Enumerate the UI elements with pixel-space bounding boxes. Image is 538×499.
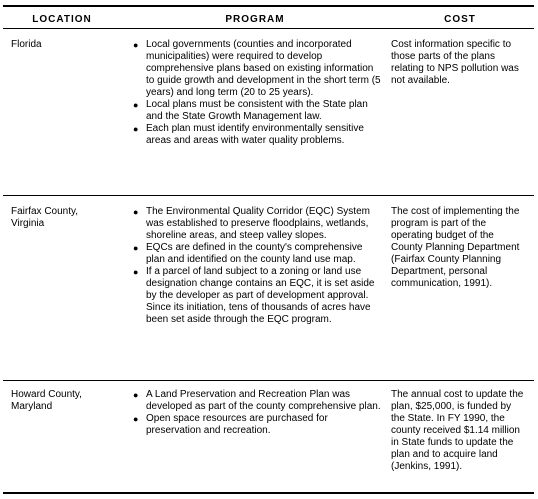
program-item-text: The Environmental Quality Corridor (EQC) System was established to preserve floodplains, wetlands, shoreline areas, and steep valley slopes.: [146, 206, 370, 241]
location-cell: Florida: [11, 39, 42, 50]
program-item-text: If a parcel of land subject to a zoning or land use designation change contains an EQC, it is set aside by the developer as part of development approval. Since its initiation, tens of thousands of acres have been set aside through the EQC program.: [146, 266, 375, 325]
table-bottom-rule: [3, 492, 534, 494]
program-item: [133, 389, 381, 413]
cost-cell: The annual cost to update the plan, $25,000, is funded by the State. In FY 1990, the county received $1.14 million in State funds to update the plan and to acquire land (Jenkins, 1991).: [391, 389, 524, 472]
program-item: [133, 39, 381, 99]
header-location: LOCATION: [32, 14, 92, 25]
program-item-text: EQCs are defined in the county's comprehensive plan and identified on the county land use map.: [146, 242, 363, 265]
program-item: [133, 206, 381, 242]
program-cell: [133, 206, 381, 326]
bullet-icon: ●: [133, 40, 139, 50]
program-cell: [133, 39, 381, 147]
program-item: [133, 99, 381, 123]
bullet-icon: ●: [133, 390, 139, 400]
program-item: [133, 266, 381, 326]
program-item-text: Local plans must be consistent with the State plan and the State Growth Management law.: [146, 99, 368, 122]
cost-cell: Cost information specific to those parts of the plans relating to NPS pollution was not available.: [391, 39, 519, 86]
row-divider: [3, 195, 534, 196]
bullet-icon: ●: [133, 100, 139, 110]
program-item-text: A Land Preservation and Recreation Plan was developed as part of the county comprehensive plan.: [146, 389, 381, 412]
header-rule: [3, 28, 534, 29]
program-item: [133, 413, 381, 437]
location-cell: Howard County, Maryland: [11, 389, 82, 412]
program-item: [133, 242, 381, 266]
program-cell: [133, 389, 381, 437]
header-cost: COST: [444, 14, 476, 25]
header-program: PROGRAM: [225, 14, 285, 25]
program-item-text: Local governments (counties and incorporated municipalities) were required to develop comprehensive plans based on existing information to guide growth and development in the short term (5 years) and long term (20 to 25 years).: [146, 39, 381, 98]
bullet-icon: ●: [133, 414, 139, 424]
bullet-icon: ●: [133, 124, 139, 134]
bullet-icon: ●: [133, 243, 139, 253]
bullet-icon: ●: [133, 267, 139, 277]
row-divider: [3, 380, 534, 381]
program-item-text: Each plan must identify environmentally sensitive areas and areas with water quality problems.: [146, 123, 364, 146]
program-item-text: Open space resources are purchased for preservation and recreation.: [146, 413, 328, 436]
table-top-rule: [3, 5, 534, 7]
cost-cell: The cost of implementing the program is part of the operating budget of the County Planning Department (Fairfax County Planning Department, personal communication, 1991).: [391, 206, 520, 289]
program-item: [133, 123, 381, 147]
bullet-icon: ●: [133, 207, 139, 217]
location-cell: Fairfax County, Virginia: [11, 206, 79, 229]
